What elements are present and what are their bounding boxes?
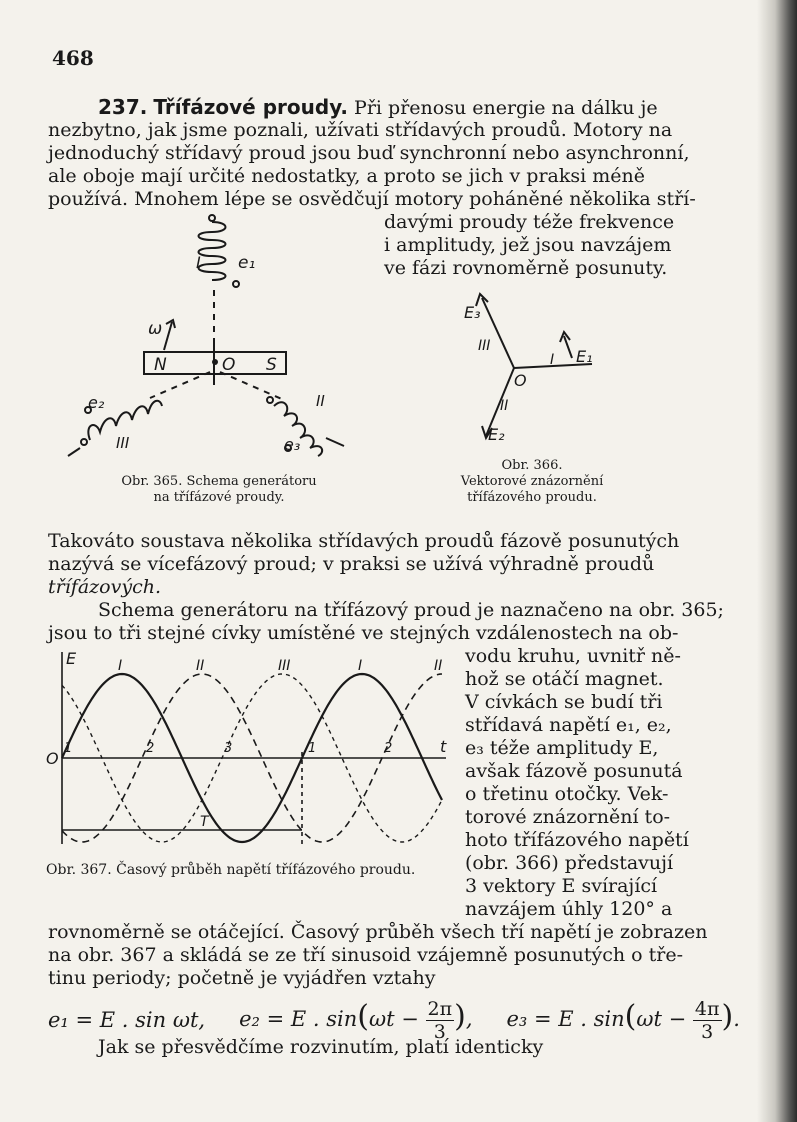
page-number: 468: [52, 46, 94, 70]
paragraph-line: Při přenosu energie na dálku je: [354, 97, 658, 119]
paragraph-line: V cívkách se budí tři: [465, 691, 663, 713]
caption-line: třífázového proudu.: [467, 490, 597, 505]
label-wave-III: III: [278, 658, 291, 674]
paragraph-line: vodu kruhu, uvnitř ně-: [465, 645, 681, 667]
section-heading-line: [98, 96, 658, 119]
section-title: Třífázové proudy.: [153, 95, 348, 119]
caption-line: Obr. 366.: [501, 458, 563, 473]
paragraph-line: třífázových.: [48, 576, 161, 598]
figure-366-vectors: [440, 288, 610, 448]
figure-365-caption: [104, 474, 334, 506]
label-axis-O: O: [46, 749, 59, 768]
formula-e3-prefix: e₃ = E . sin: [506, 1006, 625, 1031]
formula-e3-fraction: [693, 998, 722, 1043]
paragraph-line: nezbytno, jak jsme poznali, užívati střídavých proudů. Motory na: [48, 119, 673, 141]
label-vec-III: III: [478, 338, 491, 354]
fraction-numerator: 2π: [427, 997, 453, 1020]
formula-e1: e₁ = E . sin ωt,: [48, 1008, 206, 1032]
paragraph-line: používá. Mnohem lépe se osvědčují motory poháněné několika stří-: [48, 188, 696, 210]
label-cross-3: 3: [224, 741, 233, 756]
label-E1: E₁: [576, 347, 593, 366]
fraction-numerator: 4π: [694, 997, 720, 1020]
label-coil-II: II: [316, 392, 325, 410]
fraction-denominator: 3: [701, 1020, 714, 1043]
figure-367-caption: Obr. 367. Časový průběh napětí třífázového proudu.: [46, 862, 416, 878]
section-number: 237.: [98, 95, 148, 119]
caption-line: Vektorové znázornění: [460, 474, 604, 489]
label-omega: ω: [148, 319, 163, 339]
caption-line: Obr. 365. Schema generátoru: [121, 474, 317, 489]
label-N: N: [154, 355, 167, 375]
vector-E3: [482, 298, 514, 368]
label-wave-I-second: I: [358, 658, 363, 674]
paragraph-line: na obr. 367 a skládá se ze tří sinusoid vzájemně posunutých o tře-: [48, 944, 684, 966]
paragraph-line: jsou to tři stejné cívky umístěné ve stejných vzdálenostech na ob-: [48, 622, 679, 644]
paragraph-line: davými proudy téže frekvence: [384, 211, 675, 233]
label-cross-2b: 2: [384, 741, 393, 756]
paragraph-line: (obr. 366) představují: [465, 852, 674, 874]
paragraph-line: e₃ téže amplitudy E,: [465, 737, 659, 759]
label-cross-1b: 1: [308, 741, 317, 756]
caption-line: na třífázové proudy.: [153, 490, 285, 505]
label-coil-III: III: [116, 434, 130, 452]
label-axis-E: E: [66, 649, 77, 668]
paragraph-line: navzájem úhly 120° a: [465, 898, 673, 920]
label-wave-II-second: II: [434, 658, 443, 674]
paragraph-line: i amplitudy, jež jsou navzájem: [384, 234, 672, 256]
label-E2: E₂: [488, 425, 505, 444]
formula-e3-inner: ωt −: [636, 1006, 687, 1031]
scan-edge: [757, 0, 797, 1122]
label-S: S: [266, 355, 277, 375]
label-vec-O: O: [514, 371, 527, 390]
label-e3: e₃: [284, 435, 301, 454]
label-wave-I: I: [118, 658, 123, 674]
formula-e2-prefix: e₂ = E . sin: [239, 1006, 358, 1031]
paragraph-line: hoto třífázového napětí: [465, 829, 689, 851]
paragraph-line: [48, 553, 654, 575]
label-E3: E₃: [464, 303, 481, 322]
label-vec-I: I: [550, 352, 555, 368]
figure-366-caption: [432, 458, 632, 506]
paragraph-line: rovnoměrně se otáčející. Časový průběh všech tří napětí je zobrazen: [48, 921, 708, 943]
paragraph-line: jednoduchý střídavý proud jsou buď synchronní nebo asynchronní,: [48, 142, 690, 164]
paragraph-line: 3 vektory E svírající: [465, 875, 658, 897]
fraction-denominator: 3: [433, 1020, 446, 1043]
paragraph-line: torové znázornění to-: [465, 806, 671, 828]
coil-top: [199, 222, 226, 280]
label-cross-1: 1: [64, 741, 73, 756]
label-e2: e₂: [88, 393, 105, 412]
paragraph-line: střídavá napětí e₁, e₂,: [465, 714, 672, 736]
label-wave-II: II: [196, 658, 205, 674]
label-period-T: T: [200, 814, 209, 830]
label-axis-t: t: [440, 737, 447, 756]
label-O: O: [222, 355, 236, 375]
formula-e2: e₂ = E . sin(ωt − $\frac{2\pi}{3}$ ),: [239, 997, 473, 1043]
paragraph-text: nazývá se vícefázový proud; v praksi se užívá výhradně proudů: [48, 553, 655, 575]
label-cross-2: 2: [146, 741, 155, 756]
paragraph-line: tinu periody; početně je vyjádřen vztahy: [48, 967, 436, 989]
label-coil-I: I: [196, 253, 201, 272]
figure-367-waves: [46, 648, 456, 848]
label-vec-II: II: [500, 398, 509, 414]
figure-365-generator: [60, 210, 380, 465]
paragraph-line: Schema generátoru na třífázový proud je naznačeno na obr. 365;: [98, 599, 724, 621]
paragraph-line: avšak fázově posunutá: [465, 760, 683, 782]
paragraph-line: Takováto soustava několika střídavých proudů fázově posunutých: [48, 530, 680, 552]
formula-e2-inner: ωt −: [368, 1006, 419, 1031]
label-e1: e₁: [238, 253, 256, 273]
paragraph-line: ve fázi rovnoměrně posunuty.: [384, 257, 668, 279]
paragraph-line: hož se otáčí magnet.: [465, 668, 664, 690]
formula-e3: e₃ = E . sin(ωt − $\frac{4\pi}{3}$ ).: [506, 997, 740, 1043]
paragraph-line: ale oboje mají určité nedostatky, a proto se jich v praksi méně: [48, 165, 645, 187]
paragraph-line: o třetinu otočky. Vek-: [465, 783, 669, 805]
final-line: Jak se přesvědčíme rozvinutím, platí identicky: [98, 1036, 544, 1058]
